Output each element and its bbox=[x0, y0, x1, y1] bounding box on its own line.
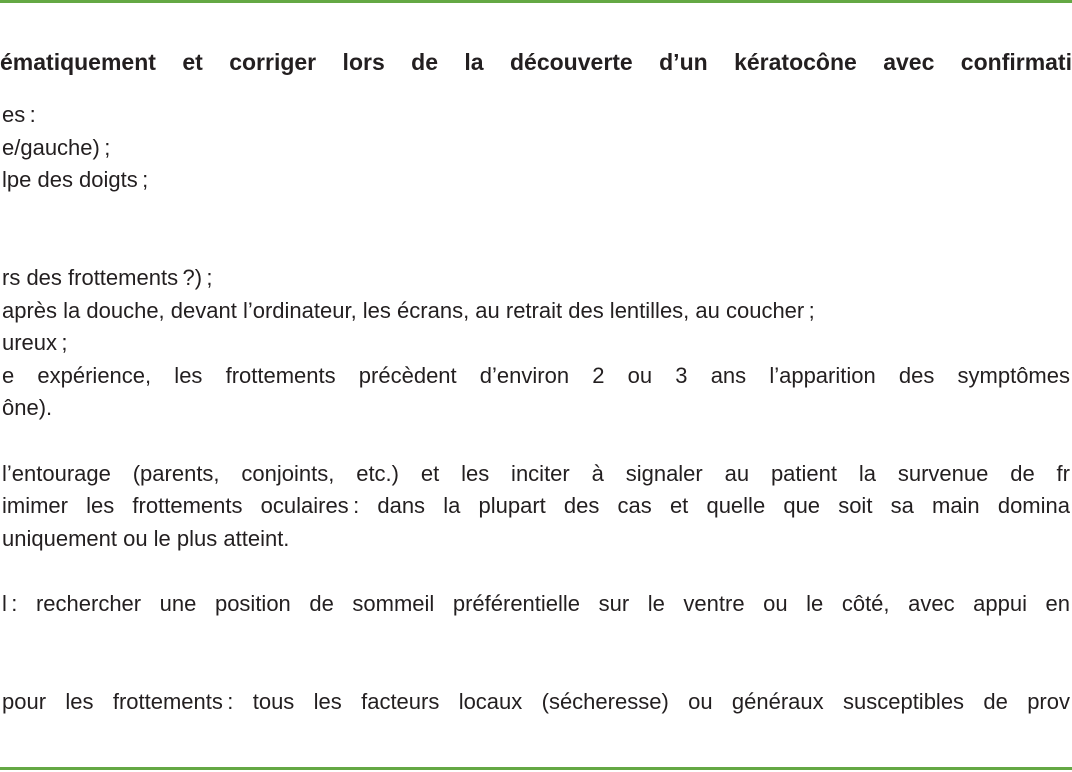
top-green-rule bbox=[0, 0, 1072, 3]
body-line-8: ône). bbox=[2, 395, 53, 421]
body-line-13: pour les frottements : tous les facteurs locaux (sécheresse) ou généraux susceptibles de prov bbox=[2, 688, 1070, 714]
blank-line bbox=[2, 621, 1070, 654]
blank-line bbox=[2, 555, 1070, 588]
body-line-4: rs des frottements ?) ; bbox=[2, 264, 213, 290]
blank-line bbox=[2, 229, 1070, 262]
body-line-3: lpe des doigts ; bbox=[2, 167, 149, 193]
body-line-5: après la douche, devant l’ordinateur, les écrans, au retrait des lentilles, au coucher ; bbox=[2, 297, 815, 323]
body-line-6: ureux ; bbox=[2, 330, 68, 356]
body-text bbox=[2, 99, 1070, 718]
body-line-2: e/gauche) ; bbox=[2, 134, 111, 160]
body-line-11: uniquement ou le plus atteint. bbox=[2, 525, 290, 551]
blank-line bbox=[2, 197, 1070, 230]
body-line-7: e expérience, les frottements précèdent d’environ 2 ou 3 ans l’apparition des symptômes bbox=[2, 362, 1070, 388]
blank-line bbox=[2, 425, 1070, 458]
body-line-10: imimer les frottements oculaires : dans la plupart des cas et quelle que soit sa main domina bbox=[2, 493, 1070, 519]
blank-line bbox=[2, 653, 1070, 686]
bottom-green-rule bbox=[0, 767, 1072, 770]
body-line-1: es : bbox=[2, 102, 36, 127]
body-line-9: l’entourage (parents, conjoints, etc.) et les inciter à signaler au patient la survenue de fr bbox=[2, 460, 1070, 486]
body-line-12: l : rechercher une position de sommeil préférentielle sur le ventre ou le côté, avec appui en bbox=[2, 590, 1070, 616]
heading-line: ématiquement et corriger lors de la découverte d’un kératocône avec confirmati bbox=[0, 49, 1072, 75]
